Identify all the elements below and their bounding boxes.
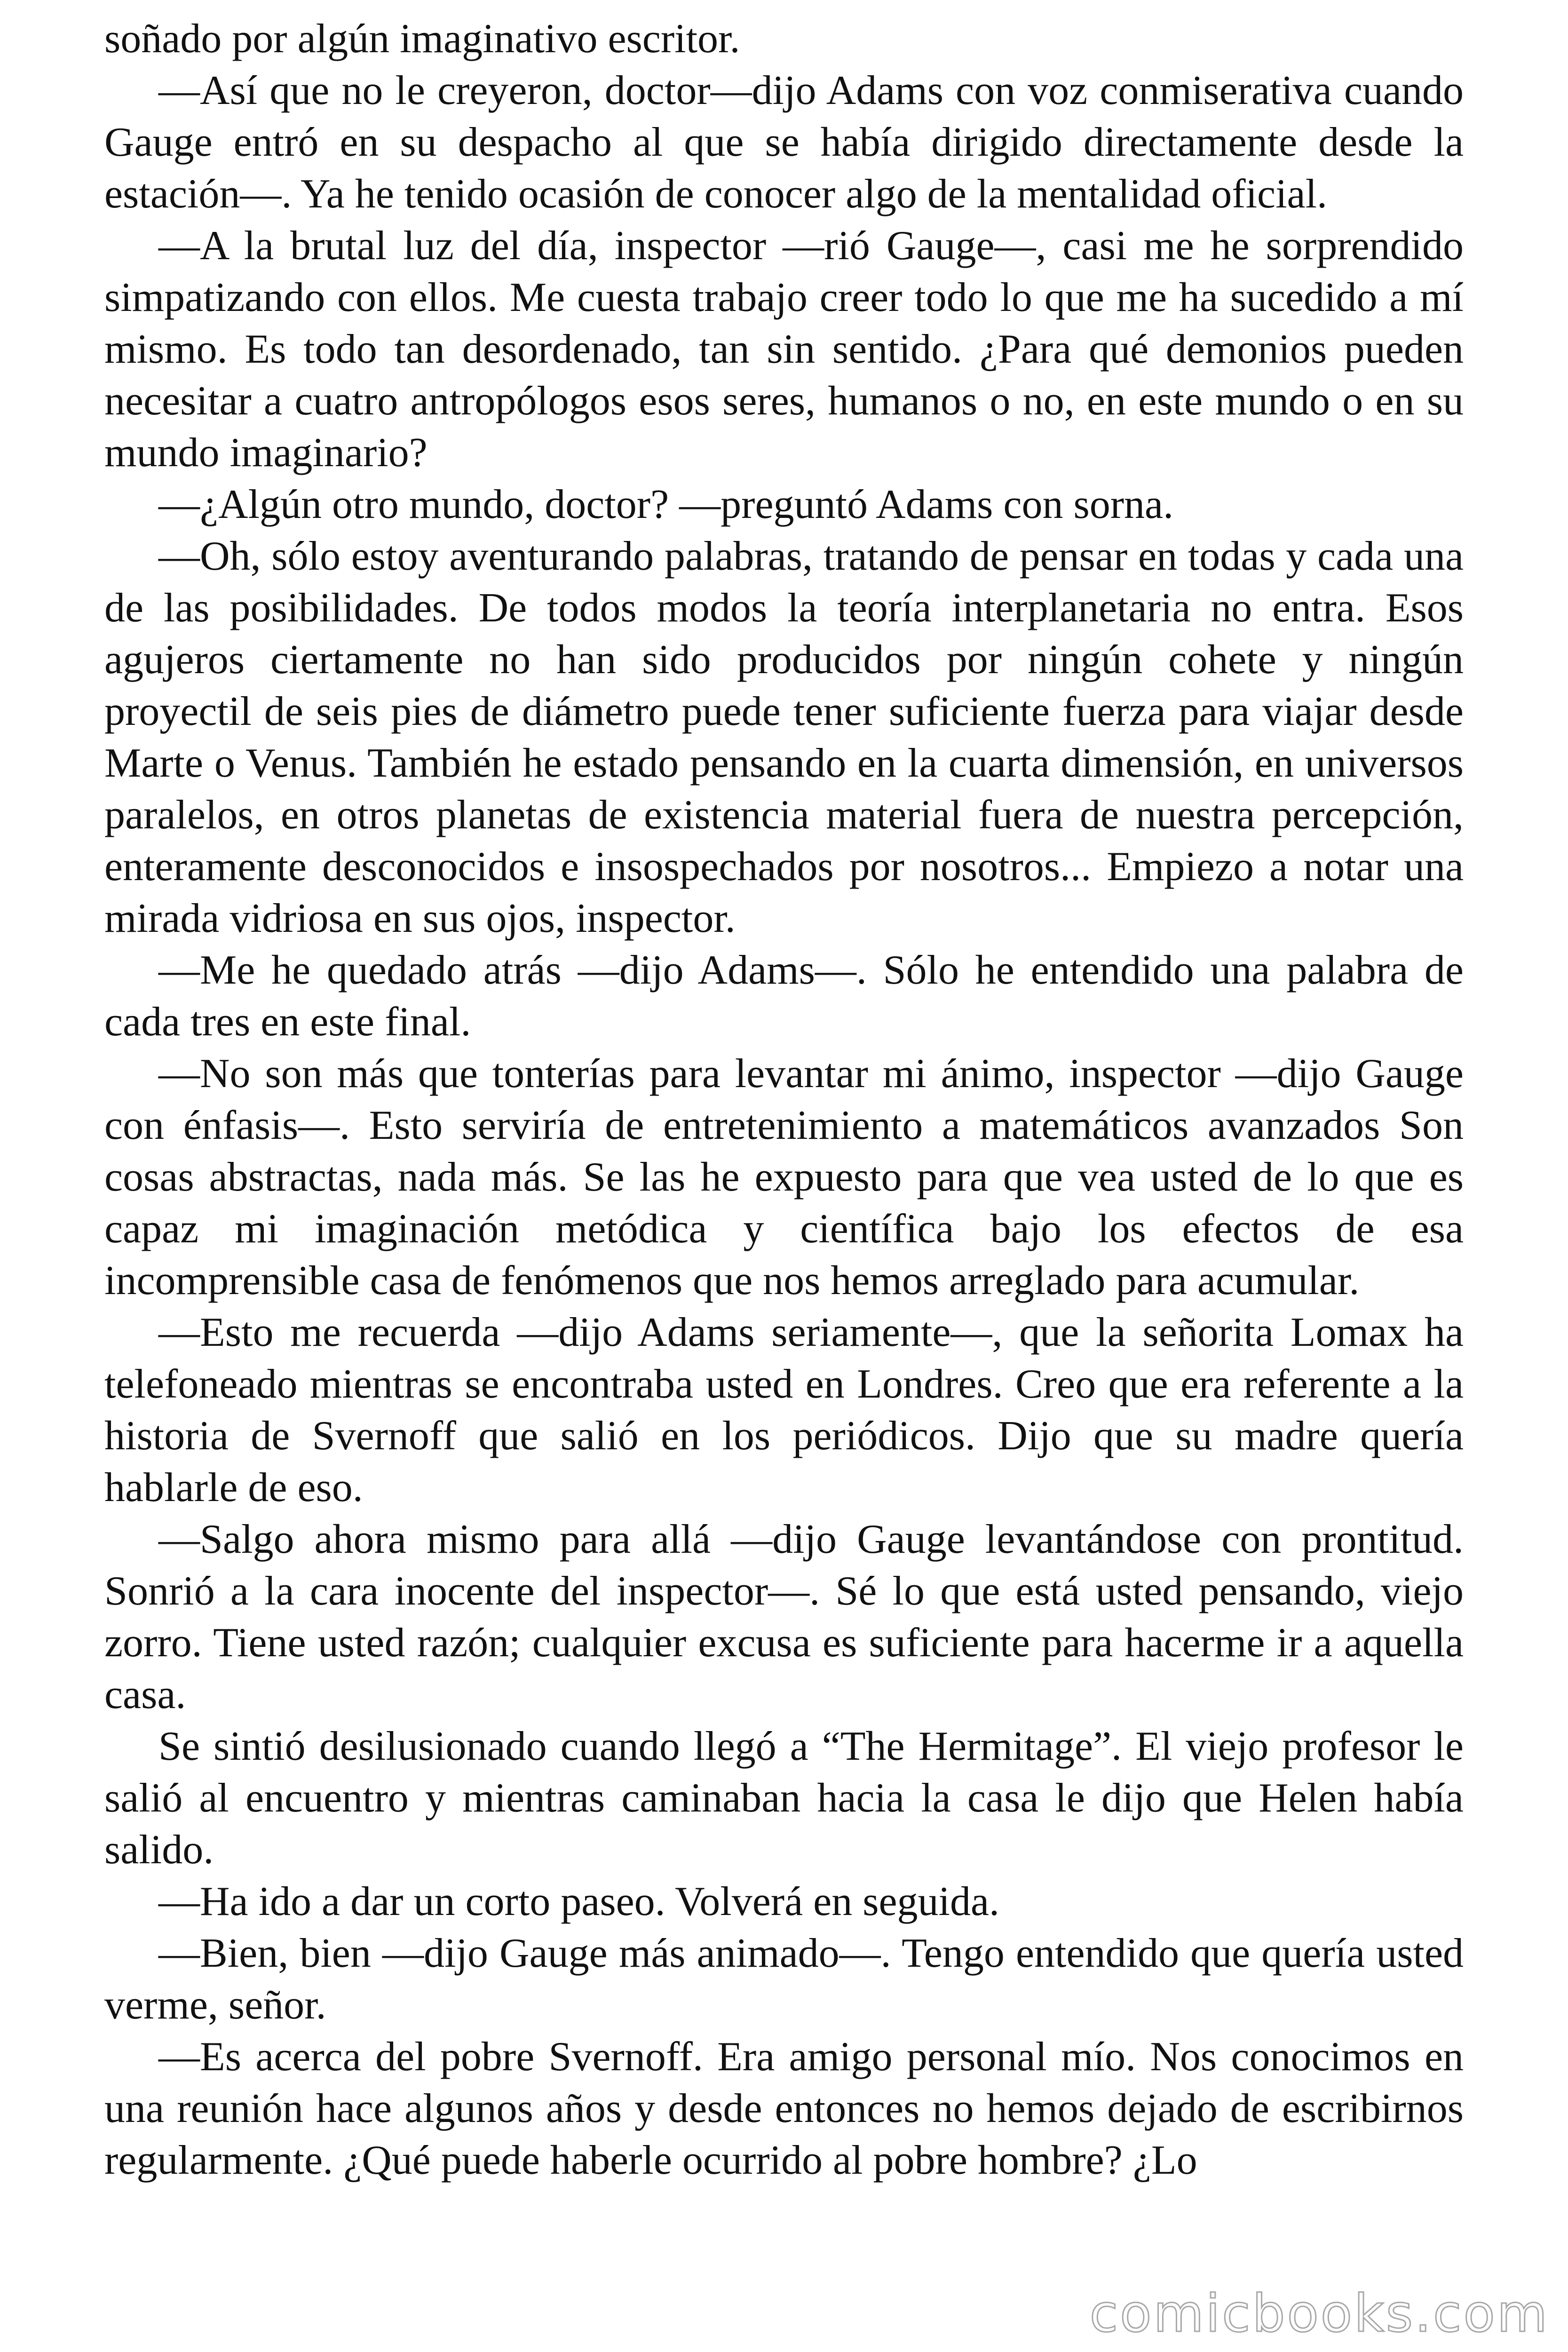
paragraph-9: —Salgo ahora mismo para allá —dijo Gauge levantándose con prontitud. Sonrió a la cara inocente del inspector—. Sé lo que está usted pensando, viejo zorro. Tiene usted razón; cualquier excusa es suficiente para hacerme ir a aquella casa.: [104, 1517, 1464, 1717]
paragraph-11: —Ha ido a dar un corto paseo. Volverá en seguida.: [158, 1879, 1000, 1924]
paragraph-10: Se sintió desilusionado cuando llegó a “The Hermitage”. El viejo profesor le salió al encuentro y mientras caminaban hacia la casa le dijo que Helen había salido.: [104, 1724, 1464, 1873]
paragraph-3: —A la brutal luz del día, inspector —rió Gauge—, casi me he sorprendido simpatizando con ellos. Me cuesta trabajo creer todo lo que me ha sucedido a mí mismo. Es todo tan desordenado, tan sin sentido. ¿Para qué demonios pueden necesitar a cuatro antropólogos esos seres, humanos o no, en este mundo o en su mundo imaginario?: [104, 223, 1464, 476]
paragraph-8: —Esto me recuerda —dijo Adams seriamente—, que la señorita Lomax ha telefoneado mientras se encontraba usted en Londres. Creo que era referente a la historia de Svernoff que salió en los periódicos. Dijo que su madre quería hablarle de eso.: [104, 1310, 1464, 1510]
paragraph-6: —Me he quedado atrás —dijo Adams—. Sólo he entendido una palabra de cada tres en este final.: [104, 947, 1464, 1045]
paragraph-7: —No son más que tonterías para levantar mi ánimo, inspector —dijo Gauge con énfasis—. Esto serviría de entretenimiento a matemáticos avanzados Son cosas abstractas, nada más. Se las he expuesto para que vea usted de lo que es capaz mi imaginación metódica y científica bajo los efectos de esa incomprensible casa de fenómenos que nos hemos arreglado para acumular.: [104, 1051, 1464, 1303]
watermark: comicbooks.com: [1089, 2283, 1549, 2344]
body-text: [104, 13, 1464, 2186]
paragraph-5: —Oh, sólo estoy aventurando palabras, tratando de pensar en todas y cada una de las posibilidades. De todos modos la teoría interplanetaria no entra. Esos agujeros ciertamente no han sido producidos por ningún cohete y ningún proyectil de seis pies de diámetro puede tener suficiente fuerza para viajar desde Marte o Venus. También he estado pensando en la cuarta dimensión, en universos paralelos, en otros planetas de existencia material fuera de nuestra percepción, enteramente desconocidos e insospechados por nosotros... Empiezo a notar una mirada vidriosa en sus ojos, inspector.: [104, 533, 1464, 941]
paragraph-12: —Bien, bien —dijo Gauge más animado—. Tengo entendido que quería usted verme, señor.: [104, 1931, 1464, 2028]
paragraph-13: —Es acerca del pobre Svernoff. Era amigo personal mío. Nos conocimos en una reunión hace algunos años y desde entonces no hemos dejado de escribirnos regularmente. ¿Qué puede haberle ocurrido al pobre hombre? ¿Lo: [104, 2034, 1464, 2183]
paragraph-2: —Así que no le creyeron, doctor—dijo Adams con voz conmiserativa cuando Gauge entró en su despacho al que se había dirigido directamente desde la estación—. Ya he tenido ocasión de conocer algo de la mentalidad oficial.: [104, 68, 1464, 217]
paragraph-4: —¿Algún otro mundo, doctor? —preguntó Adams con sorna.: [158, 482, 1174, 527]
paragraph-1: soñado por algún imaginativo escritor.: [104, 16, 740, 62]
